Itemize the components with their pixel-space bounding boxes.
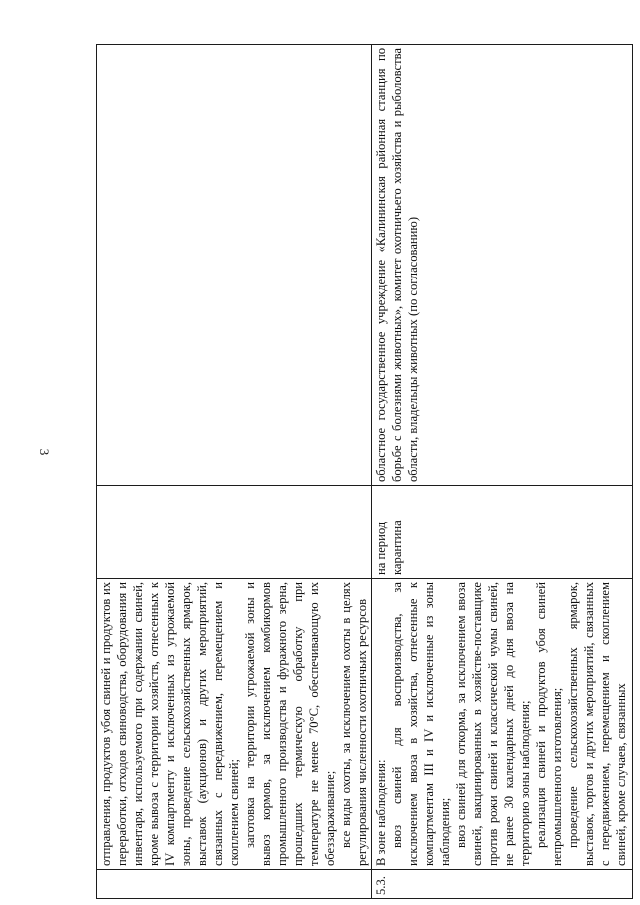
measure-heading: В зоне наблюдения: (374, 759, 388, 866)
measure-paragraph: проведение сельскохозяйственных ярмарок, выставок, торгов и других мероприятий, связанных с передвижением, перемещением и скоплением свиней, кроме случаев, связанных (566, 582, 628, 866)
term-cell: на период карантина (372, 486, 633, 579)
row-number-cell: 5.3. (372, 870, 633, 899)
measure-paragraph: ввоз свиней для воспроизводства, за исключением ввоза в хозяйства, отнесенные к компартментам III и IV и исключенные из зоны наблюдения; (390, 582, 452, 866)
responsible-cell (97, 45, 372, 486)
measure-paragraph: реализация свиней и продуктов убоя свиней непромышленного изготовления; (534, 582, 564, 866)
term-cell (97, 486, 372, 579)
table-row (97, 45, 372, 899)
measure-paragraph: ввоз свиней для откорма, за исключением ввоза свиней, вакцинированных в хозяйстве-поставщике против рожи свиней и классической чумы свиней, не ранее 30 календарных дней до дня ввоза на территорию зоны наблюдения; (454, 582, 532, 866)
page-number: 3 (37, 448, 52, 456)
table-row (372, 45, 633, 899)
responsible-cell: областное государственное учреждение «Калининская районная станция по борьбе с болезнями животных», комитет охотничьего хозяйства и рыболовства области, владельцы животных (по согласованию) (372, 45, 633, 486)
measure-paragraph: все виды охоты, за исключением охоты в целях регулирования численности охотничьих ресурсов (339, 582, 369, 866)
measures-cell (97, 579, 372, 870)
measure-paragraph: отправления, продуктов убоя свиней и продуктов их переработки, отходов свиноводства, оборудования и инвентаря, используемого при содержании свиней, кроме вывоза с территории хозяйств, отнесенных к IV компартменту и исключенных из угрожаемой зоны, проведение сельскохозяйственных ярмарок, выставок (аукционов) и других мероприятий, связанных с передвижением, перемещением и скоплением свиней; (99, 582, 241, 866)
rotated-table-container (96, 44, 628, 899)
measures-table (96, 44, 633, 899)
measure-paragraph: заготовка на территории угрожаемой зоны и вывоз кормов, за исключением комбикормов промышленного производства и фуражного зерна, прошедших термическую обработку при температуре не менее 70°С, обеспечивающую их обеззараживание; (243, 582, 337, 866)
row-number-cell (97, 870, 372, 899)
measures-cell (372, 579, 633, 870)
